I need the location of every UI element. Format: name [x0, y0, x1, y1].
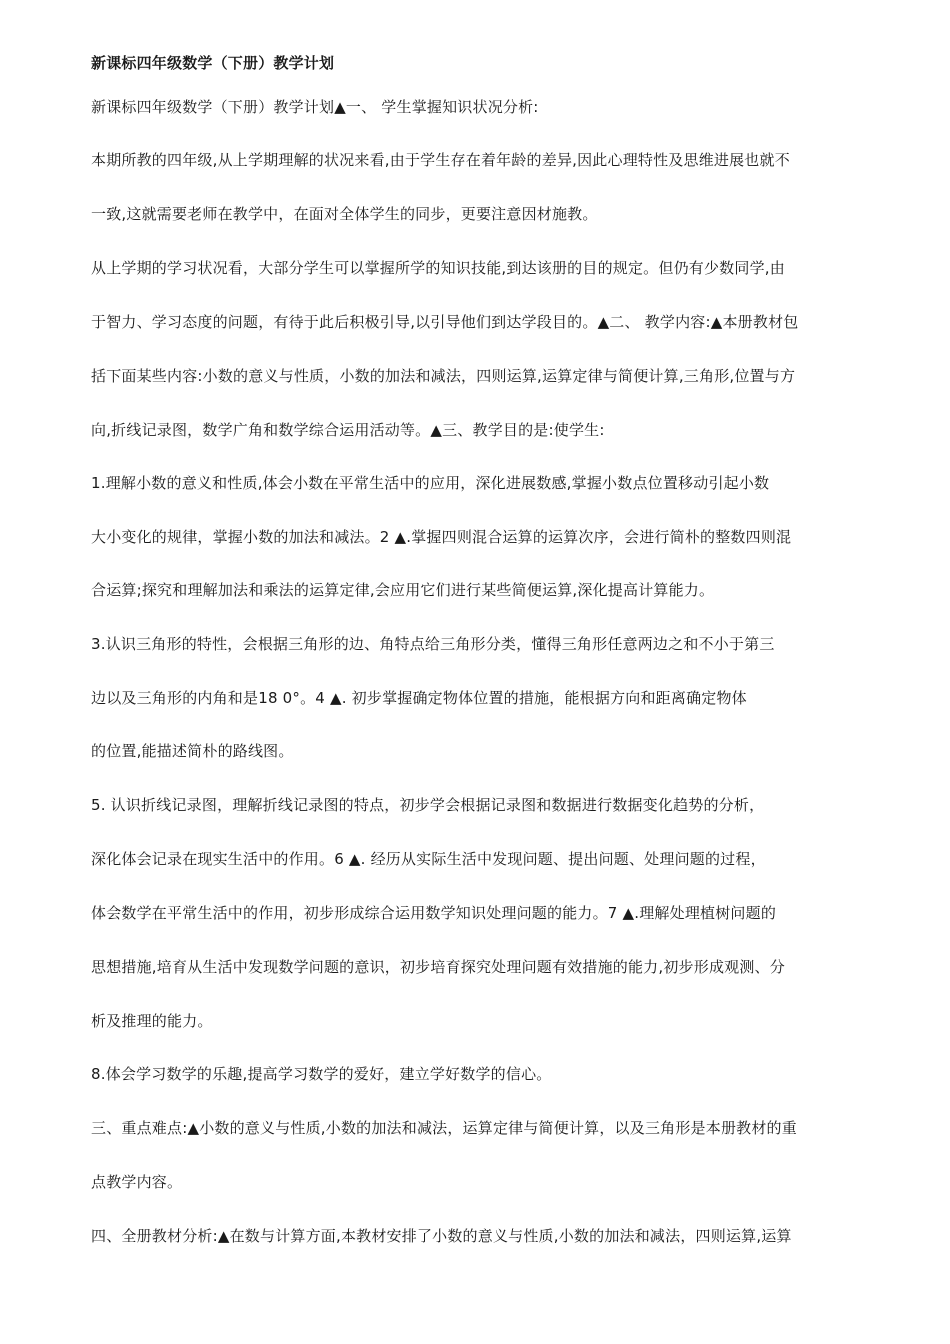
text-line: 3.认识三角形的特性，会根据三角形的边、角特点给三角形分类，懂得三角形任意两边之和不小于第三	[91, 635, 775, 653]
text-line: 一致,这就需要老师在教学中，在面对全体学生的同步，更要注意因材施教。	[91, 205, 598, 223]
text-line: 8.体会学习数学的乐趣,提高学习数学的爱好，建立学好数学的信心。	[91, 1065, 552, 1083]
text-line: 1.理解小数的意义和性质,体会小数在平常生活中的应用，深化进展数感,掌握小数点位置移动引起小数	[91, 474, 770, 492]
text-line: 括下面某些内容:小数的意义与性质，小数的加法和减法，四则运算,运算定律与简便计算,三角形,位置与方	[91, 367, 796, 385]
text-line: 思想措施,培育从生活中发现数学问题的意识，初步培育探究处理问题有效措施的能力,初步形成观测、分	[91, 958, 785, 976]
document-title: 新课标四年级数学（下册）教学计划	[91, 54, 335, 72]
text-line: 向,折线记录图，数学广角和数学综合运用活动等。▲三、教学目的是:使学生:	[91, 421, 605, 439]
text-line: 于智力、学习态度的问题，有待于此后积极引导,以引导他们到达学段目的。▲二、 教学内容:▲本册教材包	[91, 313, 799, 331]
text-line: 合运算;探究和理解加法和乘法的运算定律,会应用它们进行某些简便运算,深化提高计算能力。	[91, 581, 715, 599]
text-line: 点教学内容。	[91, 1173, 183, 1191]
text-line: 从上学期的学习状况看，大部分学生可以掌握所学的知识技能,到达该册的目的规定。但仍有少数同学,由	[91, 259, 785, 277]
text-line: 大小变化的规律，掌握小数的加法和减法。2 ▲.掌握四则混合运算的运算次序，会进行简朴的整数四则混	[91, 528, 792, 546]
text-line: 体会数学在平常生活中的作用，初步形成综合运用数学知识处理问题的能力。7 ▲.理解处理植树问题的	[91, 904, 777, 922]
text-line: 新课标四年级数学（下册）教学计划▲一、 学生掌握知识状况分析:	[91, 98, 539, 116]
text-line: 本期所教的四年级,从上学期理解的状况来看,由于学生存在着年龄的差异,因此心理特性及思维进展也就不	[91, 151, 790, 169]
text-line: 三、重点难点:▲小数的意义与性质,小数的加法和减法，运算定律与简便计算，以及三角形是本册教材的重	[91, 1119, 797, 1137]
text-line: 四、全册教材分析:▲在数与计算方面,本教材安排了小数的意义与性质,小数的加法和减法，四则运算,运算	[91, 1227, 792, 1245]
text-line: 析及推理的能力。	[91, 1012, 213, 1030]
text-line: 5. 认识折线记录图，理解折线记录图的特点，初步学会根据记录图和数据进行数据变化趋势的分析，	[91, 796, 765, 814]
text-line: 的位置,能描述简朴的路线图。	[91, 742, 294, 760]
text-line: 深化体会记录在现实生活中的作用。6 ▲. 经历从实际生活中发现问题、提出问题、处理问题的过程，	[91, 850, 766, 868]
text-line: 边以及三角形的内角和是18 0°。4 ▲. 初步掌握确定物体位置的措施，能根据方向和距离确定物体	[91, 689, 747, 707]
